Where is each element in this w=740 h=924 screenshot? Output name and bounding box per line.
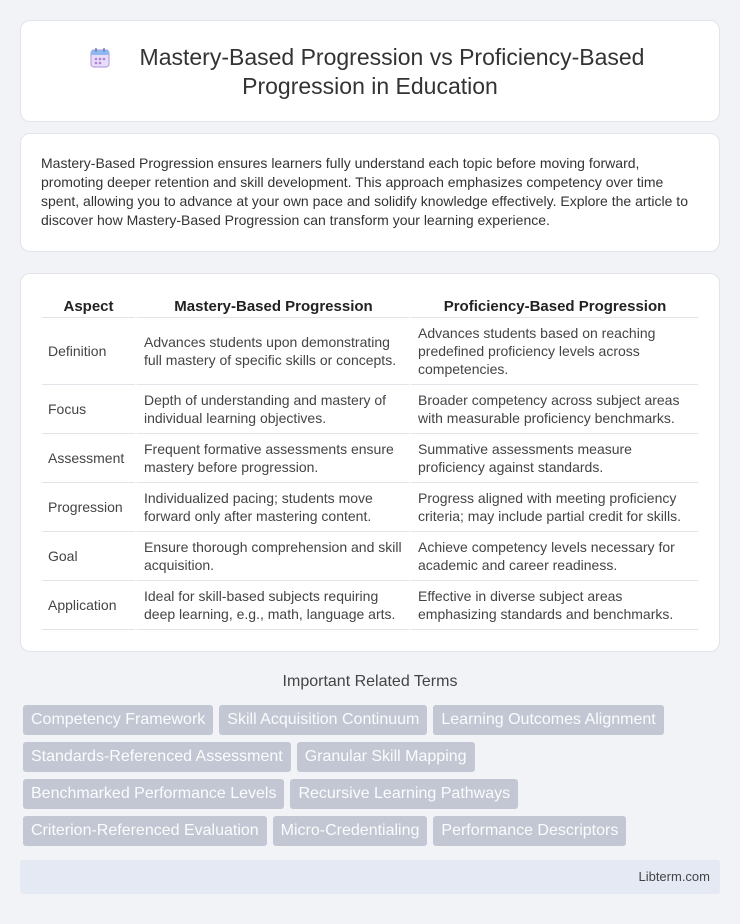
row-aspect: Assessment bbox=[42, 434, 135, 483]
comparison-card bbox=[20, 273, 720, 652]
table-row bbox=[42, 318, 698, 385]
tag-performance-descriptors[interactable]: Performance Descriptors bbox=[433, 816, 626, 846]
row-proficiency: Progress aligned with meeting proficiency criteria; may include partial credit for skills. bbox=[409, 483, 698, 532]
page-title-line2: Progression in Education bbox=[242, 73, 498, 99]
header-mastery: Mastery-Based Progression bbox=[135, 296, 409, 318]
comparison-table bbox=[42, 296, 698, 630]
related-terms-list bbox=[23, 705, 723, 853]
page-title-line1: Mastery-Based Progression vs Proficiency-Based bbox=[139, 44, 645, 70]
header-proficiency: Proficiency-Based Progression bbox=[409, 296, 698, 318]
row-mastery: Ensure thorough comprehension and skill acquisition. bbox=[135, 532, 409, 581]
header-aspect: Aspect bbox=[42, 296, 135, 318]
tag-row bbox=[23, 779, 723, 809]
table-row bbox=[42, 532, 698, 581]
row-proficiency: Summative assessments measure proficiency against standards. bbox=[409, 434, 698, 483]
tag-standards-referenced-assessment[interactable]: Standards-Referenced Assessment bbox=[23, 742, 291, 772]
tag-competency-framework[interactable]: Competency Framework bbox=[23, 705, 213, 735]
related-terms-heading: Important Related Terms bbox=[282, 673, 458, 690]
row-proficiency: Advances students based on reaching predefined proficiency levels across competencies. bbox=[409, 318, 698, 385]
tag-recursive-learning-pathways[interactable]: Recursive Learning Pathways bbox=[290, 779, 518, 809]
row-aspect: Progression bbox=[42, 483, 135, 532]
row-mastery: Depth of understanding and mastery of individual learning objectives. bbox=[135, 385, 409, 434]
tag-benchmarked-performance-levels[interactable]: Benchmarked Performance Levels bbox=[23, 779, 284, 809]
row-aspect: Application bbox=[42, 581, 135, 630]
tag-criterion-referenced-evaluation[interactable]: Criterion-Referenced Evaluation bbox=[23, 816, 267, 846]
page-title bbox=[21, 43, 719, 101]
row-aspect: Goal bbox=[42, 532, 135, 581]
tag-row bbox=[23, 816, 723, 846]
table-header-row bbox=[42, 296, 698, 318]
row-mastery: Advances students upon demonstrating full mastery of specific skills or concepts. bbox=[135, 318, 409, 385]
row-aspect: Definition bbox=[42, 318, 135, 385]
tag-micro-credentialing[interactable]: Micro-Credentialing bbox=[273, 816, 428, 846]
footer bbox=[20, 860, 720, 894]
row-proficiency: Effective in diverse subject areas emphasizing standards and benchmarks. bbox=[409, 581, 698, 630]
table-row bbox=[42, 434, 698, 483]
tag-row bbox=[23, 742, 723, 772]
intro-text: Mastery-Based Progression ensures learners fully understand each topic before moving forward, promoting deeper retention and skill development. This approach emphasizes competency over time spent, allowing you to advance at your own pace and solidify knowledge effectively. Explore the article to discover how Mastery-Based Progression can transform your learning experience. bbox=[41, 155, 688, 228]
row-aspect: Focus bbox=[42, 385, 135, 434]
intro-card bbox=[20, 133, 720, 252]
tag-learning-outcomes-alignment[interactable]: Learning Outcomes Alignment bbox=[433, 705, 663, 735]
row-proficiency: Broader competency across subject areas with measurable proficiency benchmarks. bbox=[409, 385, 698, 434]
row-mastery: Frequent formative assessments ensure mastery before progression. bbox=[135, 434, 409, 483]
tag-row bbox=[23, 705, 723, 735]
table-row bbox=[42, 385, 698, 434]
row-mastery: Individualized pacing; students move forward only after mastering content. bbox=[135, 483, 409, 532]
row-mastery: Ideal for skill-based subjects requiring deep learning, e.g., math, language arts. bbox=[135, 581, 409, 630]
footer-site-link[interactable]: Libterm.com bbox=[638, 869, 710, 884]
table-row bbox=[42, 581, 698, 630]
tag-granular-skill-mapping[interactable]: Granular Skill Mapping bbox=[297, 742, 475, 772]
title-card bbox=[20, 20, 720, 122]
table-row bbox=[42, 483, 698, 532]
row-proficiency: Achieve competency levels necessary for academic and career readiness. bbox=[409, 532, 698, 581]
tag-skill-acquisition-continuum[interactable]: Skill Acquisition Continuum bbox=[219, 705, 427, 735]
